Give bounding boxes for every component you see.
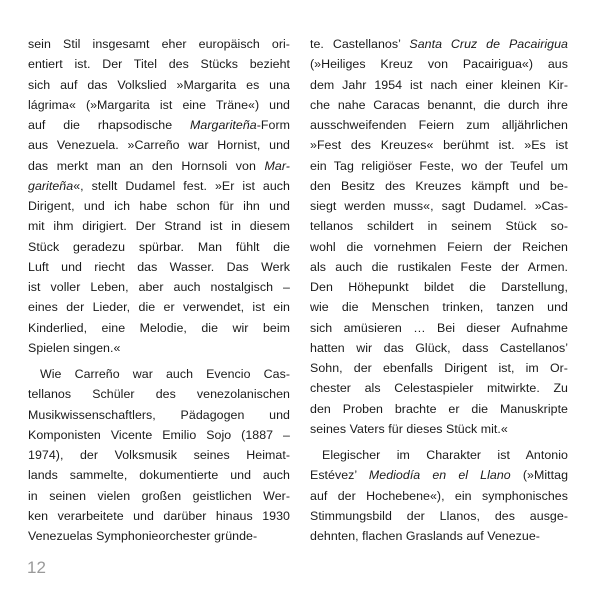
text-line: ken verarbeitete und darüber hinaus 1930 xyxy=(28,508,290,523)
text-line: lágrima« (»Margarita ist eine Träne«) und xyxy=(28,97,290,112)
text-line: entiert ist. Der Titel des Stücks bezieht xyxy=(28,57,290,72)
text-line: Stimmungsbild der Llanos, des ausge- xyxy=(310,508,568,523)
text-line: den Proben brachte er die Manuskripte xyxy=(310,401,568,416)
text-line: gariteña«, stellt Dudamel fest. »Er ist auch xyxy=(28,178,290,193)
page-number: 12 xyxy=(27,558,46,577)
text-line: dehnten, flachen Graslands auf Venezue- xyxy=(310,529,540,543)
text-line: che nahe Caracas benannt, die durch ihre xyxy=(310,97,568,112)
text-line: ein Tag religiöser Feste, wo der Teufel um xyxy=(310,158,568,173)
text-line: tellanos Schüler des venezolanischen xyxy=(28,387,290,402)
text-line: tellanos schildert in seinem Stück so- xyxy=(310,219,568,234)
text-line: sich auf das Volkslied »Margarita es una xyxy=(28,77,290,92)
left-text-column xyxy=(28,34,290,546)
text-line: mit ihm dirigiert. Der Strand ist in diesem xyxy=(28,219,290,234)
text-line: 1974), der Volksmusik seines Heimat- xyxy=(28,448,290,462)
text-line: Kinderlied, eine Melodie, die wir beim xyxy=(28,320,290,335)
text-line: Den Höhepunkt bildet die Darstellung, xyxy=(310,280,568,294)
text-line: in seinen vielen großen geistlichen Wer- xyxy=(28,488,290,503)
text-line: Sohn, der ebenfalls Dirigent ist, im Or- xyxy=(310,361,568,375)
text-line: aus Venezuela. »Carreño war Hornist, und xyxy=(28,138,290,153)
text-line: eines der Lieder, die er verwendet, ist ein xyxy=(28,300,290,315)
text-line: Elegischer im Charakter ist Antonio xyxy=(322,448,568,462)
text-line: Wie Carreño war auch Evencio Cas- xyxy=(40,367,290,381)
text-line: Estévez’ Mediodía en el Llano (»Mittag xyxy=(310,468,569,483)
right-text-column xyxy=(310,34,568,546)
text-line: den Besitz des Kreuzes kämpft und be- xyxy=(310,178,568,193)
text-line: siegt werden muss«, sagt Dudamel. »Cas- xyxy=(310,199,568,213)
text-line: Spielen singen.« xyxy=(28,340,121,355)
text-line: auf die rhapsodische Margariteña-Form xyxy=(28,118,290,132)
text-line: ist voller Leben, aber auch nostalgisch – xyxy=(28,280,290,294)
text-line: sich amüsieren … Bei dieser Aufnahme xyxy=(310,320,568,335)
text-line: Stück geradezu spürbar. Man fühlt die xyxy=(28,239,290,254)
text-line: das merkt man an den Hornsoli von Mar- xyxy=(28,158,290,173)
text-line: Dirigent, und ich habe schon für ihn und xyxy=(28,199,290,213)
text-line: Komponisten Vicente Emilio Sojo (1887 – xyxy=(28,427,290,442)
text-line: Luft und riecht das Wasser. Das Werk xyxy=(28,259,290,274)
text-line: Musikwissenschaftlers, Pädagogen und xyxy=(28,407,290,422)
text-line: lands sammelte, dokumentierte und auch xyxy=(28,468,290,483)
text-line: Venezuelas Symphonieorchester gründe- xyxy=(28,529,258,543)
text-line: (»Heiliges Kreuz von Pacairigua«) aus xyxy=(310,57,568,72)
text-line: »Fest des Kreuzes« berühmt ist. »Es ist xyxy=(310,138,568,153)
text-line: wohl die vornehmen Feiern der Reichen xyxy=(310,239,568,254)
text-line: hatten wir das Glück, dass Castellanos’ xyxy=(310,340,568,355)
text-line: auf der Hochebene«), ein symphonisches xyxy=(310,488,568,503)
text-line: ausschweifenden Feiern zum alljährlichen xyxy=(310,118,568,132)
text-line: chester als Celestaspieler mitwirkte. Zu xyxy=(310,381,568,396)
text-line: als auch die rustikalen Feste der Armen. xyxy=(310,259,568,274)
text-line: te. Castellanos’ Santa Cruz de Pacairigua xyxy=(310,37,569,51)
text-line: dem Jahr 1954 ist nach einer kleinen Kir- xyxy=(310,77,568,92)
text-line: wie die Menschen trinken, tanzen und xyxy=(310,300,568,315)
text-line: seines Vaters für dieses Stück mit.« xyxy=(310,421,508,436)
text-line: sein Stil insgesamt eher europäisch ori- xyxy=(28,37,290,51)
